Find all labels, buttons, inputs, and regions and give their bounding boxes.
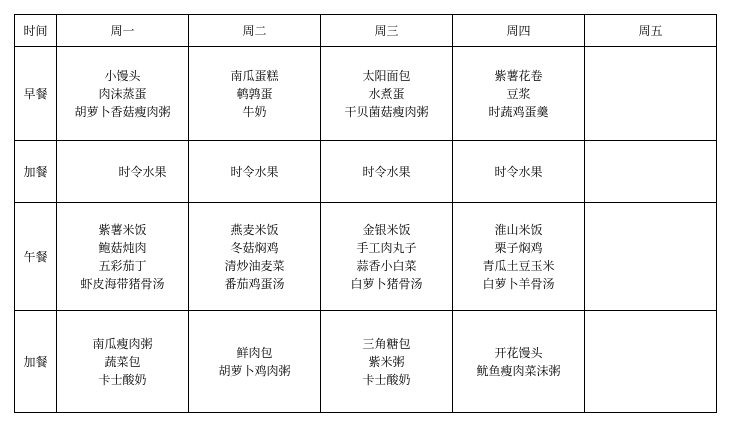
menu-cell (57, 203, 189, 311)
dish: 三角糖包 (362, 336, 411, 351)
breakfast-row (15, 47, 717, 141)
time-header: 时间 (15, 15, 57, 47)
menu-cell (57, 141, 189, 203)
menu-cell (453, 47, 585, 141)
menu-cell-empty (585, 203, 717, 311)
menu-cell (189, 203, 321, 311)
weekly-menu-table (14, 14, 717, 413)
dish: 卡士酸奶 (98, 372, 147, 387)
dish: 水煮蛋 (368, 86, 405, 101)
dish: 南瓜瘦肉粥 (92, 336, 153, 351)
dish: 紫米粥 (368, 354, 405, 369)
dish: 胡萝卜鸡肉粥 (218, 363, 291, 378)
dish: 蔬菜包 (104, 354, 141, 369)
menu-cell (321, 141, 453, 203)
lunch-row (15, 203, 717, 311)
dish: 胡萝卜香菇瘦肉粥 (74, 104, 171, 119)
day-header-tue: 周二 (189, 15, 321, 47)
menu-cell-empty (585, 141, 717, 203)
dish: 冬菇焖鸡 (230, 240, 279, 255)
menu-cell (321, 311, 453, 413)
dish: 青瓜土豆玉米 (482, 258, 555, 273)
day-header-thu: 周四 (453, 15, 585, 47)
menu-cell (321, 203, 453, 311)
dish: 鲍菇炖肉 (98, 240, 147, 255)
dish: 清炒油麦菜 (224, 258, 285, 273)
dish: 燕麦米饭 (230, 222, 279, 237)
row-label-afternoon-snack: 加餐 (15, 311, 57, 413)
menu-cell (321, 47, 453, 141)
day-header-fri: 周五 (585, 15, 717, 47)
menu-cell (453, 311, 585, 413)
dish: 时令水果 (230, 164, 279, 179)
menu-cell (189, 47, 321, 141)
dish: 金银米饭 (362, 222, 411, 237)
dish: 时蔬鸡蛋羹 (488, 104, 549, 119)
dish: 豆浆 (506, 86, 531, 101)
menu-cell-empty (585, 47, 717, 141)
row-label-lunch: 午餐 (15, 203, 57, 311)
dish: 太阳面包 (362, 68, 411, 83)
header-row (15, 15, 717, 47)
dish: 卡士酸奶 (362, 372, 411, 387)
menu-cell-empty (585, 311, 717, 413)
dish: 开花馒头 (494, 345, 543, 360)
row-label-morning-snack: 加餐 (15, 141, 57, 203)
menu-cell (57, 47, 189, 141)
dish: 手工肉丸子 (356, 240, 417, 255)
dish: 干贝菌菇瘦肉粥 (344, 104, 429, 119)
dish: 紫薯花卷 (494, 68, 543, 83)
menu-cell (453, 203, 585, 311)
dish: 紫薯米饭 (98, 222, 147, 237)
dish: 时令水果 (494, 164, 543, 179)
dish: 鱿鱼瘦肉菜沫粥 (476, 363, 561, 378)
dish: 五彩茄丁 (98, 258, 147, 273)
dish: 牛奶 (242, 104, 267, 119)
menu-cell (189, 141, 321, 203)
day-header-mon: 周一 (57, 15, 189, 47)
dish: 栗子焖鸡 (494, 240, 543, 255)
morning-snack-row (15, 141, 717, 203)
dish: 小馒头 (104, 68, 141, 83)
dish: 鹌鹑蛋 (236, 86, 273, 101)
dish: 虾皮海带猪骨汤 (80, 276, 165, 291)
day-header-wed: 周三 (321, 15, 453, 47)
dish: 蒜香小白菜 (356, 258, 417, 273)
menu-cell (57, 311, 189, 413)
dish: 鲜肉包 (236, 345, 273, 360)
afternoon-snack-row (15, 311, 717, 413)
dish: 肉沫蒸蛋 (98, 86, 147, 101)
dish: 南瓜蛋糕 (230, 68, 279, 83)
row-label-breakfast: 早餐 (15, 47, 57, 141)
dish: 白萝卜猪骨汤 (350, 276, 423, 291)
menu-cell (453, 141, 585, 203)
dish: 时令水果 (362, 164, 411, 179)
dish: 时令水果 (118, 164, 167, 179)
dish: 白萝卜羊骨汤 (482, 276, 555, 291)
dish: 番茄鸡蛋汤 (224, 276, 285, 291)
dish: 淮山米饭 (494, 222, 543, 237)
menu-cell (189, 311, 321, 413)
